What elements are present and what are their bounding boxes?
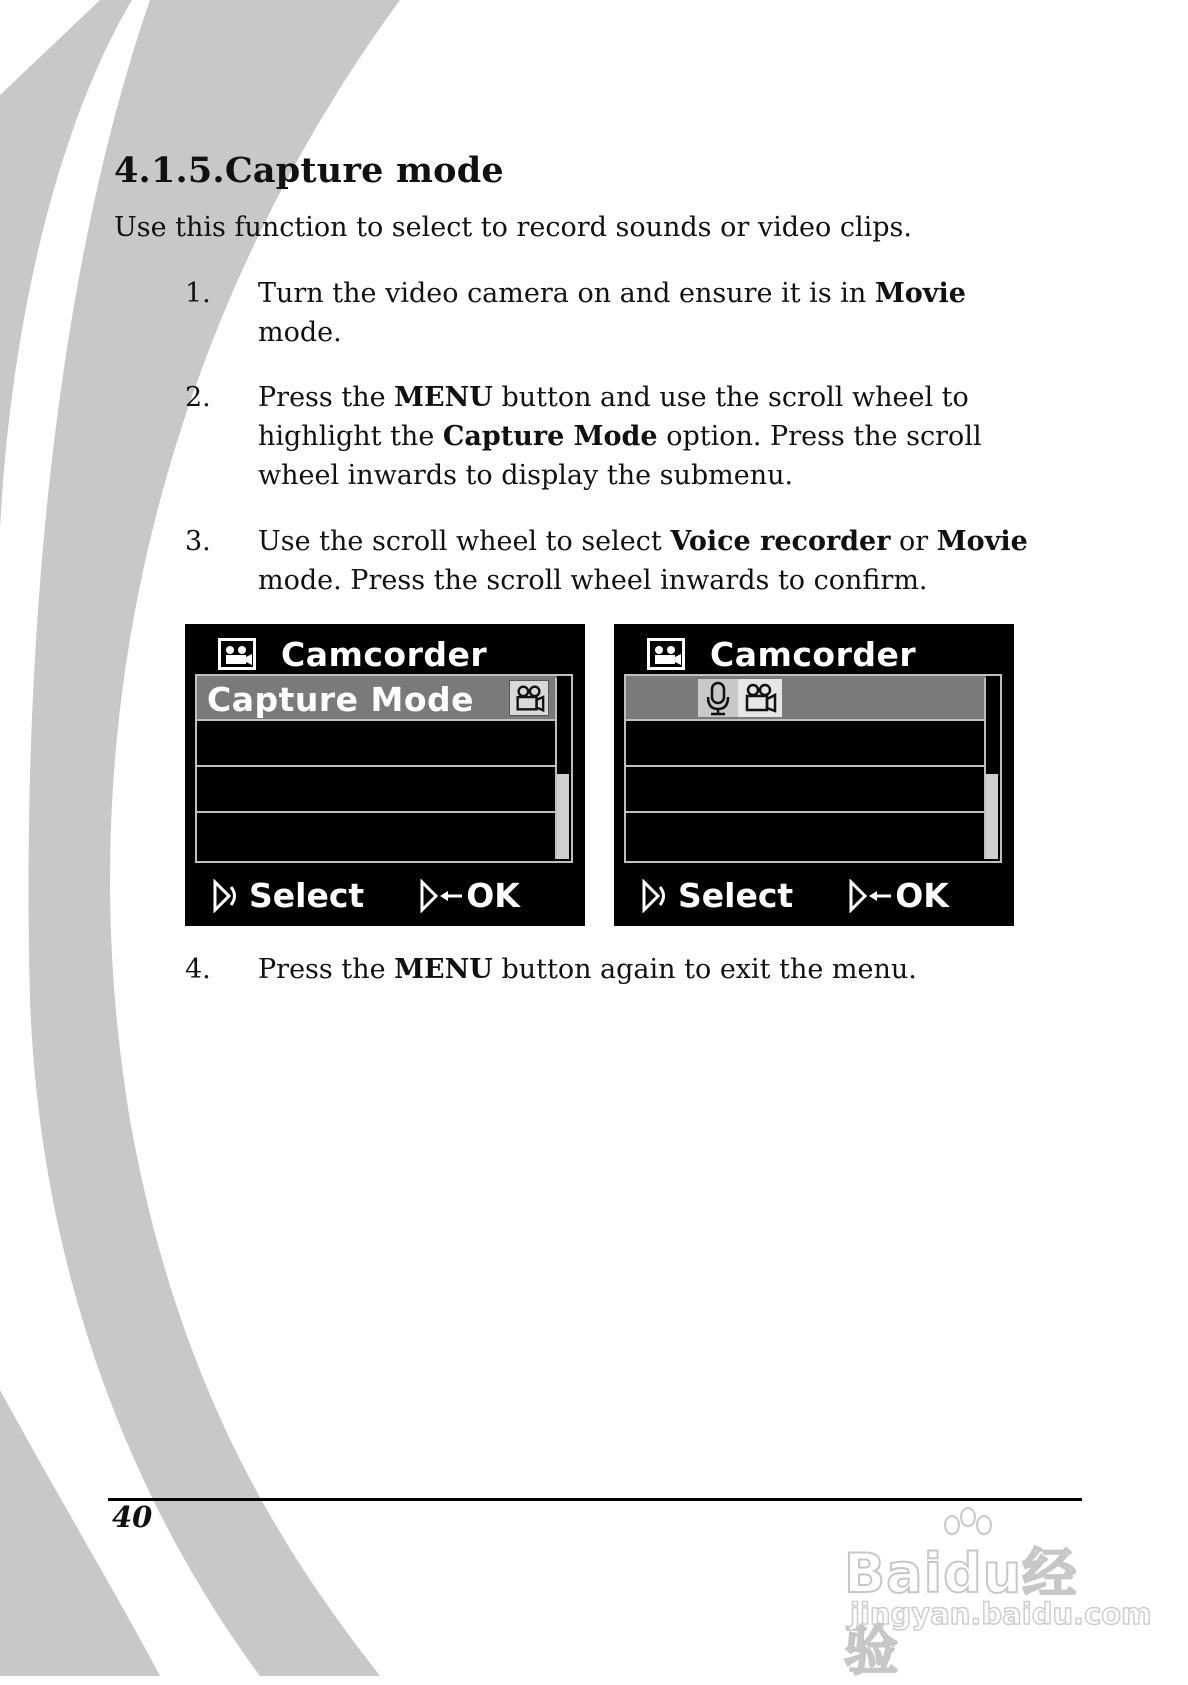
step-text: Press the MENU button again to exit the menu. (258, 954, 917, 985)
menu-item-empty (197, 814, 557, 859)
lcd-screen-capture-mode (185, 624, 585, 926)
section-heading (114, 150, 504, 191)
step-number: 4. (185, 954, 211, 985)
section-number: 4.1.5. (114, 150, 225, 191)
baidu-watermark (838, 1505, 1152, 1682)
lcd-footer (211, 876, 520, 915)
section-title: Capture mode (224, 150, 504, 191)
footer-ok-label: OK (895, 876, 949, 915)
scroll-wheel-icon (211, 879, 243, 913)
scroll-thumb[interactable] (986, 774, 998, 859)
footer-select-label: Select (249, 876, 365, 915)
menu-item-empty (626, 768, 986, 813)
film-icon (217, 637, 257, 671)
footer-rule (108, 1498, 1082, 1501)
menu-item-empty (197, 722, 557, 767)
submenu-options-row (626, 676, 986, 721)
footer-select-label: Select (678, 876, 794, 915)
lcd-title-bar (217, 632, 487, 676)
step-number: 1. (185, 278, 211, 309)
lcd-title: Camcorder (710, 634, 917, 674)
scrollbar[interactable] (984, 678, 998, 859)
footer-ok-label: OK (466, 876, 520, 915)
menu-item-empty (626, 814, 986, 859)
lcd-footer (640, 876, 949, 915)
step-number: 3. (185, 526, 211, 557)
lcd-submenu-list (624, 674, 1002, 863)
intro-paragraph: Use this function to select to record sounds or video clips. (114, 212, 912, 243)
press-ok-icon (418, 879, 464, 913)
movie-camera-icon[interactable] (738, 679, 782, 717)
lcd-title-bar (646, 632, 916, 676)
microphone-icon[interactable] (698, 679, 738, 717)
movie-camera-icon (509, 680, 549, 716)
film-icon (646, 637, 686, 671)
scrollbar[interactable] (555, 678, 569, 859)
scroll-thumb[interactable] (557, 774, 569, 859)
menu-item-empty (626, 722, 986, 767)
press-ok-icon (847, 879, 893, 913)
step-text: Turn the video camera on and ensure it is in Movie mode. (258, 278, 966, 348)
lcd-title: Camcorder (281, 634, 488, 674)
menu-item-empty (197, 768, 557, 813)
step-number: 2. (185, 382, 211, 413)
lcd-screen-submenu (614, 624, 1014, 926)
lcd-menu-list (195, 674, 573, 863)
menu-item-capture-mode[interactable] (197, 676, 557, 721)
step-text: Use the scroll wheel to select Voice recorder or Movie mode. Press the scroll wheel inwards to confirm. (258, 526, 1028, 596)
menu-item-label: Capture Mode (207, 680, 475, 719)
step-text: Press the MENU button and use the scroll wheel to highlight the Capture Mode option. Press the scroll wheel inwards to display the submenu. (258, 382, 982, 491)
scroll-wheel-icon (640, 879, 672, 913)
watermark-url: jingyan.baidu.com (850, 1597, 1152, 1631)
page-number: 40 (112, 1500, 153, 1534)
watermark-brand: Baidu经验 (844, 1542, 1078, 1682)
